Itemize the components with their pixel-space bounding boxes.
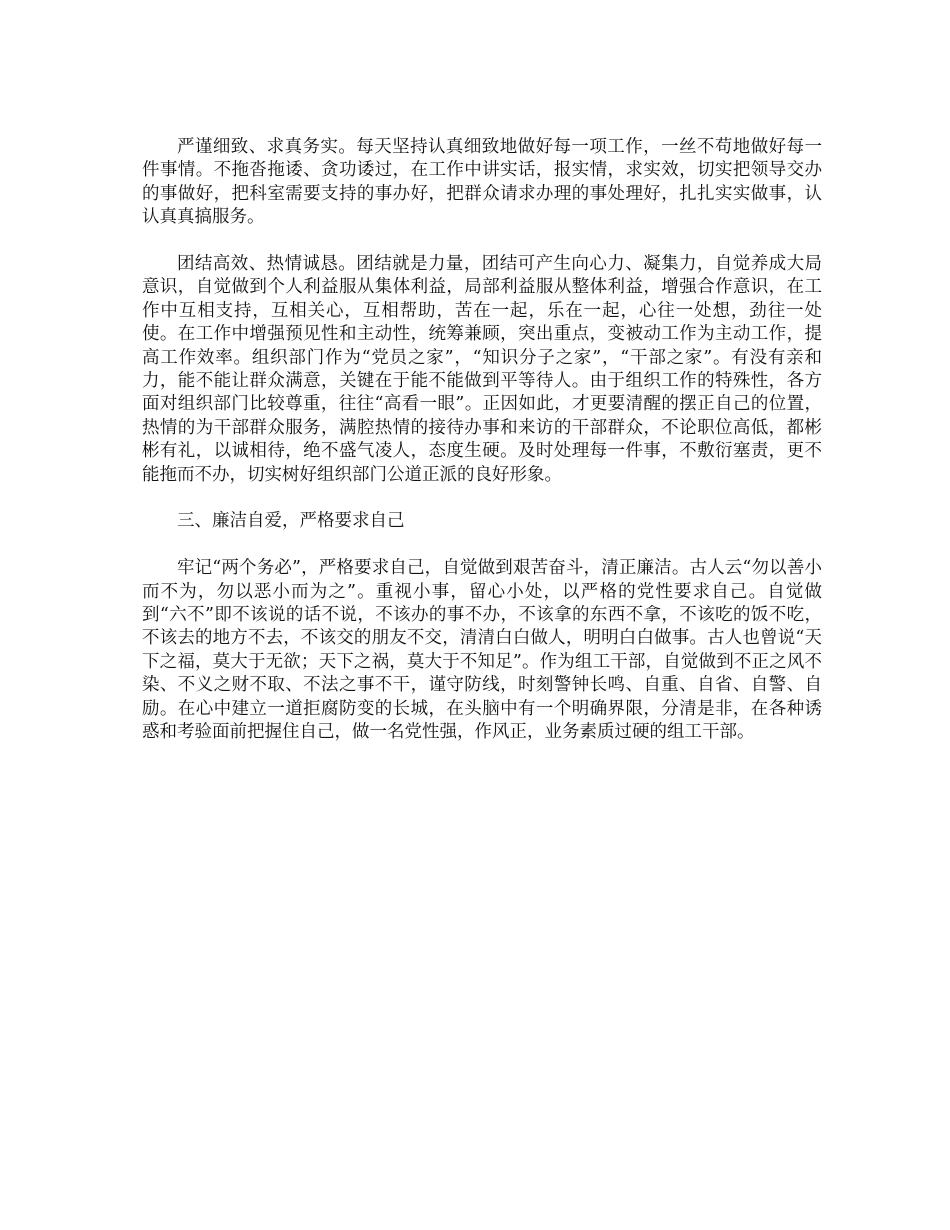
document-page bbox=[142, 136, 822, 768]
paragraph-integrity: 牢记“两个务必”，严格要求自己，自觉做到艰苦奋斗，清正廉洁。古人云“勿以善小而不为，勿以恶小而为之”。重视小事，留心小处，以严格的党性要求自己。自觉做到“六不”即不该说的话不说，不该办的事不办，不该拿的东西不拿，不该吃的饭不吃，不该去的地方不去，不该交的朋友不交，清清白白做人，明明白白做事。古人也曾说“天下之福，莫大于无欲；天下之祸，莫大于不知足”。作为组工干部，自觉做到不正之风不染、不义之财不取、不法之事不干，谨守防线，时刻警钟长鸣、自重、自省、自警、自励。在心中建立一道拒腐防变的长城，在头脑中有一个明确界限，分清是非，在各种诱惑和考验面前把握住自己，做一名党性强，作风正，业务素质过硬的组工干部。 bbox=[142, 558, 822, 743]
section-heading: 三、廉洁自爱，严格要求自己 bbox=[177, 511, 405, 532]
paragraph-work-attitude: 严谨细致、求真务实。每天坚持认真细致地做好每一项工作，一丝不苟地做好每一件事情。不拖沓拖诿、贪功诿过，在工作中讲实话，报实情，求实效，切实把领导交办的事做好，把科室需要支持的事办好，把群众请求办理的事处理好，扎扎实实做事，认认真真搞服务。 bbox=[142, 137, 822, 228]
paragraph-unity-efficiency: 团结高效、热情诚恳。团结就是力量，团结可产生向心力、凝集力，自觉养成大局意识，自觉做到个人利益服从集体利益，局部利益服从整体利益，增强合作意识，在工作中互相支持，互相关心，互相帮助，苦在一起，乐在一起，心往一处想，劲往一处使。在工作中增强预见性和主动性，统筹兼顾，突出重点，变被动工作为主动工作，提高工作效率。组织部门作为“党员之家”，“知识分子之家”，“干部之家”。有没有亲和力，能不能让群众满意，关键在于能不能做到平等待人。由于组织工作的特殊性，各方面对组织部门比较尊重，往往“高看一眼”。正因如此，才更要清醒的摆正自己的位置，热情的为干部群众服务，满腔热情的接待办事和来访的干部群众，不论职位高低，都彬彬有礼，以诚相待，绝不盛气凌人，态度生硬。及时处理每一件事，不敷衍塞责，更不能拖而不办，切实树好组织部门公道正派的良好形象。 bbox=[142, 254, 822, 485]
